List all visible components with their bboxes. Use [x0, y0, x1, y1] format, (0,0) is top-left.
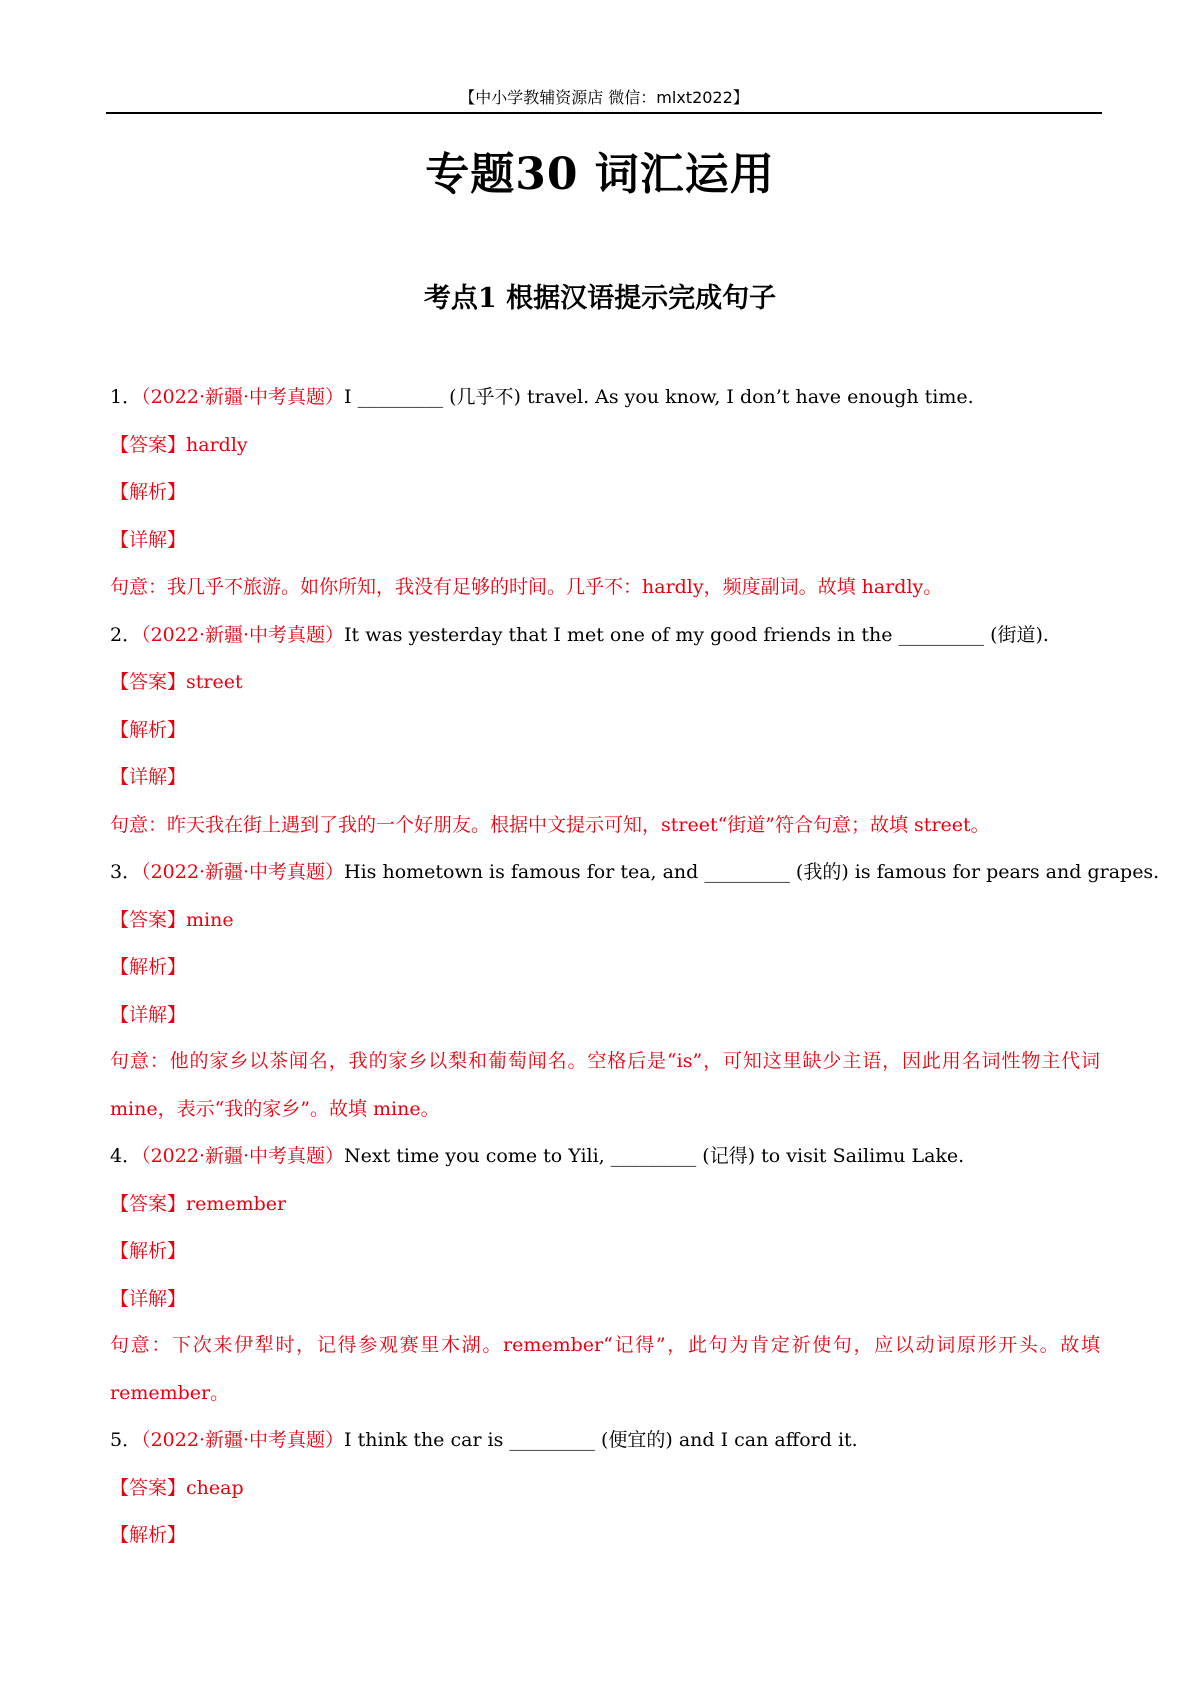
answer-line: [110, 668, 1100, 696]
question-text: I _________ (几乎不) travel. As you know, I don’t have enough time.: [344, 386, 974, 408]
detail-label: 【详解】: [110, 1003, 187, 1026]
answer-label: 【答案】: [110, 433, 187, 456]
question-text: It was yesterday that I met one of my good friends in the _________ (街道).: [344, 623, 1049, 646]
explanation-text: 句意：下次来伊犁时，记得参观赛里木湖。remember“记得”，此句为肯定祈使句，应以动词原形开头。故填 remember。: [110, 1334, 1100, 1404]
question-text: Next time you come to Yili, _________ (记得) to visit Sailimu Lake.: [344, 1145, 965, 1167]
analysis-label: 【解析】: [110, 718, 187, 741]
answer-label: 【答案】: [110, 1192, 187, 1215]
question-number: 2．: [110, 623, 142, 646]
question-text: His hometown is famous for tea, and _________ (我的) is famous for pears and grapes.: [344, 861, 1160, 883]
answer-label: 【答案】: [110, 908, 187, 931]
question-number: 4．: [110, 1145, 142, 1167]
detail-label: 【详解】: [110, 1287, 187, 1310]
detail-label: 【详解】: [110, 766, 187, 788]
question-source: （2022·新疆·中考真题）: [141, 623, 345, 646]
answer-label: 【答案】: [110, 1476, 187, 1499]
question-number: 1．: [110, 386, 142, 408]
question-stem: [110, 858, 1160, 886]
answer-value: cheap: [186, 1476, 244, 1499]
question-number: 3．: [110, 861, 142, 883]
answer-line: [110, 1474, 1100, 1502]
question-source: （2022·新疆·中考真题）: [141, 1429, 345, 1451]
analysis-label: 【解析】: [110, 481, 187, 503]
question-source: （2022·新疆·中考真题）: [141, 386, 345, 408]
answer-value: remember: [186, 1192, 287, 1215]
explanation-text: 句意：昨天我在街上遇到了我的一个好朋友。根据中文提示可知，street“街道”符合句意；故填 street。: [110, 813, 990, 836]
answer-line: [110, 431, 1100, 459]
question-text: I think the car is _________ (便宜的) and I can afford it.: [344, 1429, 858, 1451]
question-stem: [110, 1426, 1100, 1454]
question-stem: [110, 1142, 1100, 1170]
answer-value: street: [186, 671, 243, 693]
page-header: 【中小学教辅资源店 微信：mlxt2022】: [106, 84, 1102, 114]
analysis-label: 【解析】: [110, 1240, 187, 1262]
question-source: （2022·新疆·中考真题）: [141, 1145, 345, 1167]
question-stem: [110, 621, 1100, 649]
page-title: 专题30 词汇运用: [425, 149, 775, 200]
answer-line: [110, 906, 1100, 934]
section-subtitle: 考点1 根据汉语提示完成句子: [423, 283, 777, 314]
question-number: 5．: [110, 1429, 142, 1451]
answer-value: mine: [186, 908, 234, 931]
question-source: （2022·新疆·中考真题）: [141, 861, 345, 883]
explanation-text: 句意：我几乎不旅游。如你所知，我没有足够的时间。几乎不：hardly，频度副词。故填 hardly。: [110, 576, 943, 598]
detail-label: 【详解】: [110, 528, 187, 551]
answer-line: [110, 1190, 1100, 1218]
answer-label: 【答案】: [110, 671, 187, 693]
analysis-label: 【解析】: [110, 1524, 187, 1546]
analysis-label: 【解析】: [110, 956, 187, 978]
question-list: [110, 383, 1160, 1569]
explanation-text: 句意：他的家乡以茶闻名，我的家乡以梨和葡萄闻名。空格后是“is”，可知这里缺少主语，因此用名词性物主代词 mine，表示“我的家乡”。故填 mine。: [110, 1050, 1100, 1120]
answer-value: hardly: [186, 433, 248, 456]
question-stem: [110, 383, 1100, 411]
